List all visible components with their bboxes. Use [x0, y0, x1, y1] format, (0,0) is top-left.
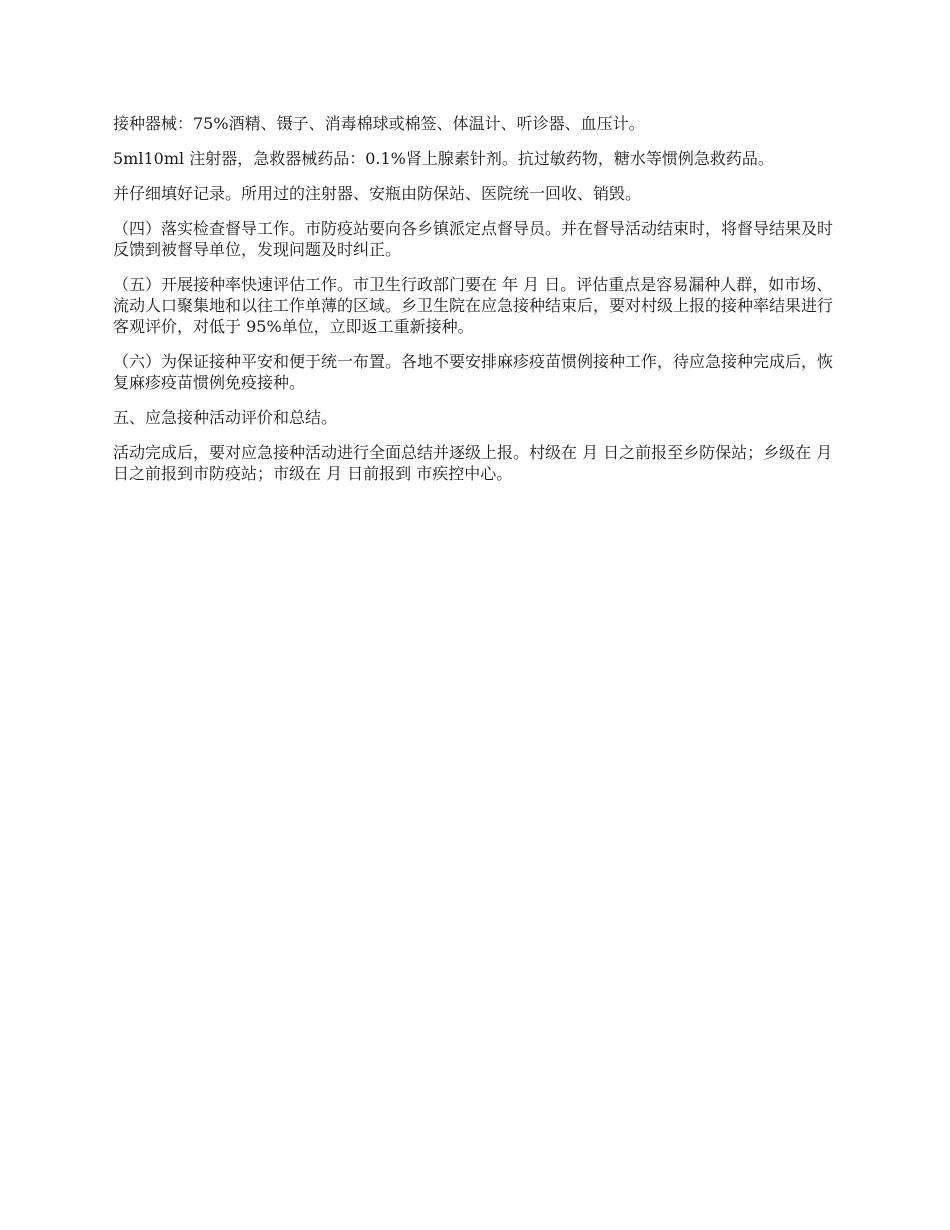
paragraph-record-keeping: 并仔细填好记录。所用过的注射器、安瓶由防保站、医院统一回收、销毁。 — [113, 184, 642, 203]
paragraph-vaccination-equipment: 接种器械：75%酒精、镊子、消毒棉球或棉签、体温计、听诊器、血压计。 — [113, 114, 645, 133]
paragraph-emergency-supplies: 5ml10ml 注射器，急救器械药品：0.1%肾上腺素针剂。抗过敏药物，糖水等惯例急救药品。 — [113, 149, 774, 168]
section-heading-evaluation: 五、应急接种活动评价和总结。 — [113, 408, 338, 427]
document-body — [113, 113, 841, 498]
paragraph-safety-arrangement: （六）为保证接种平安和便于统一布置。各地不要安排麻疹疫苗惯例接种工作，待应急接种完成后，恢复麻疹疫苗惯例免疫接种。 — [113, 352, 834, 392]
paragraph-summary-reporting: 活动完成后，要对应急接种活动进行全面总结并逐级上报。村级在 月 日之前报至乡防保站；乡级在 月 日之前报到市防疫站；市级在 月 日前报到 市疾控中心。 — [113, 443, 833, 483]
paragraph-supervision: （四）落实检查督导工作。市防疫站要向各乡镇派定点督导员。并在督导活动结束时，将督导结果及时反馈到被督导单位，发现问题及时纠正。 — [113, 219, 834, 259]
paragraph-coverage-assessment: （五）开展接种率快速评估工作。市卫生行政部门要在 年 月 日。评估重点是容易漏种人群，如市场、流动人口聚集地和以往工作单薄的区域。乡卫生院在应急接种结束后，要对村级上报的接种率结果进行客观评价，对低于 95%单位，立即返工重新接种。 — [113, 275, 834, 336]
